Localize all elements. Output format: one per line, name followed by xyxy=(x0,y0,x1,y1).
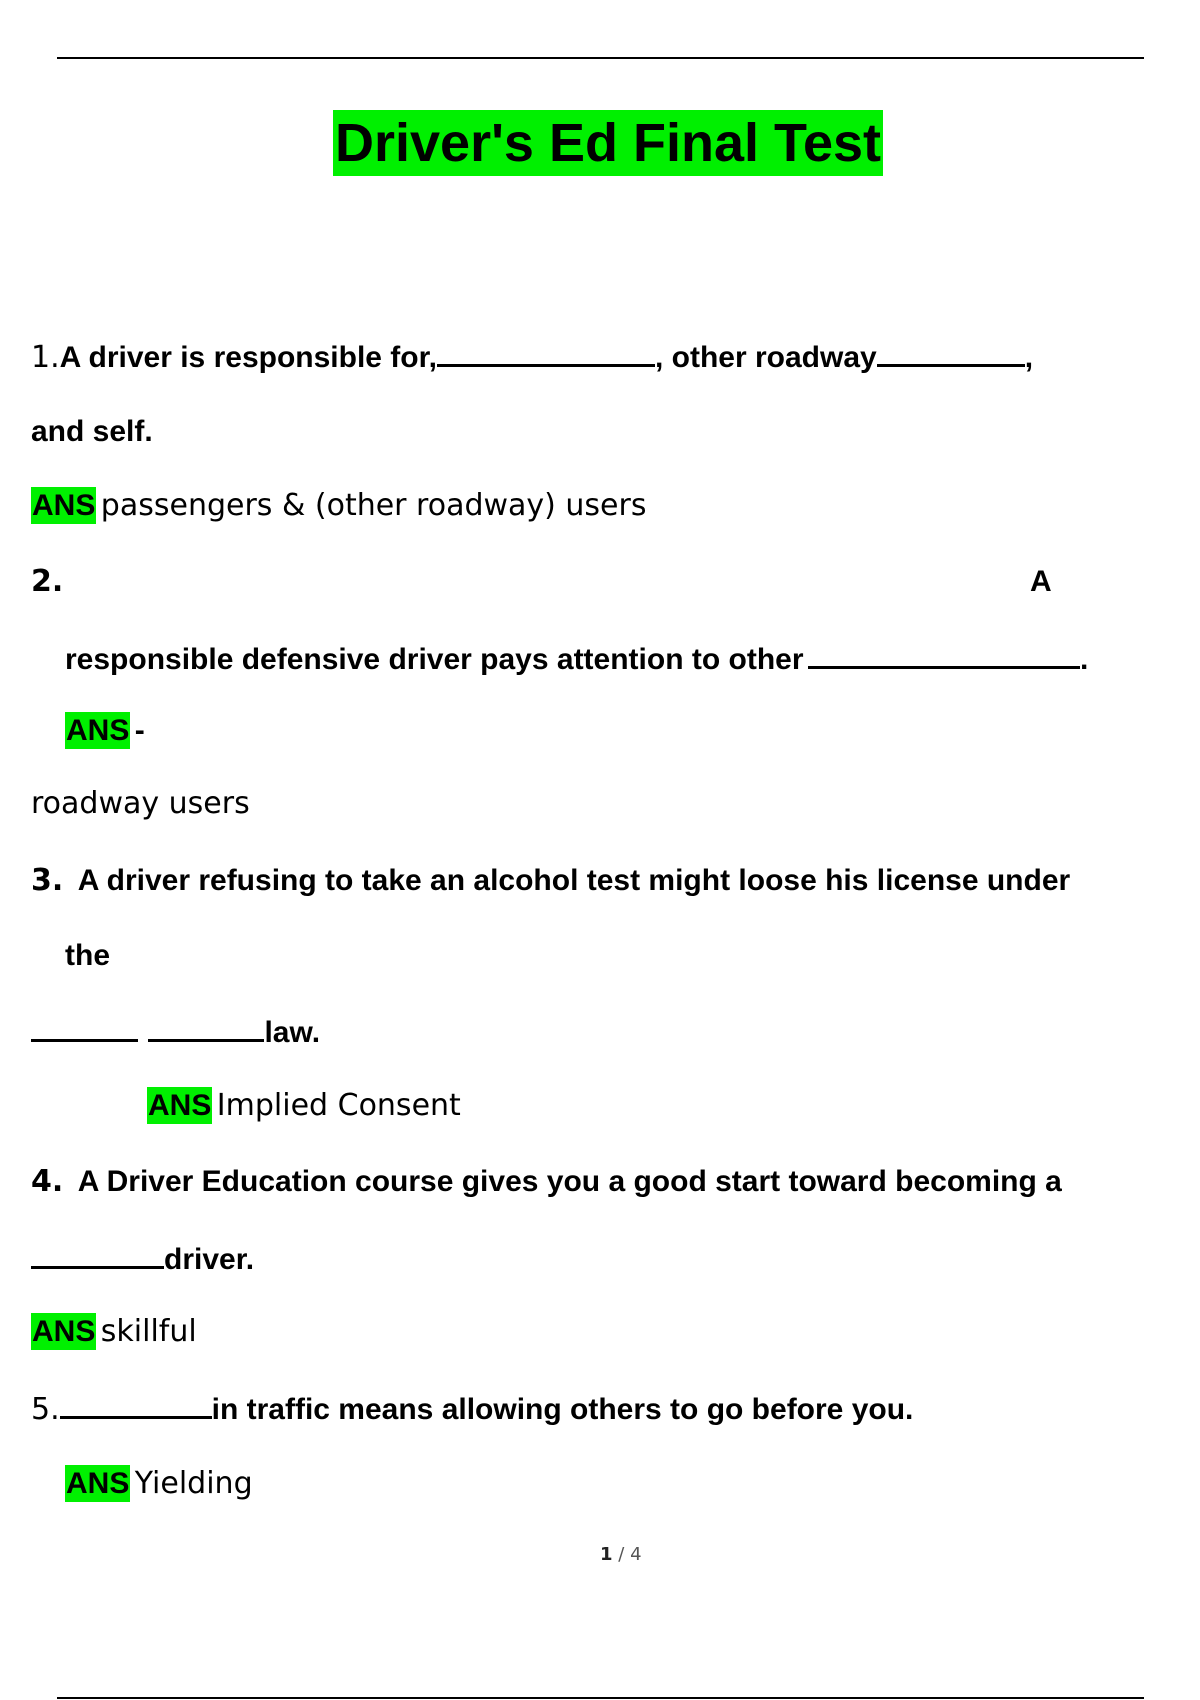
ans-label: ANS xyxy=(66,714,130,747)
question-2 xyxy=(65,640,1088,678)
question-5 xyxy=(31,1390,913,1428)
question-text: A Driver Education course gives you a good start toward becoming a xyxy=(77,1165,1062,1198)
answer-text: passengers & (other roadway) users xyxy=(100,488,647,523)
answer-text: Yielding xyxy=(134,1466,253,1501)
question-text: A xyxy=(1030,565,1052,598)
ans-label: ANS xyxy=(32,1315,96,1348)
answer-5 xyxy=(65,1466,253,1502)
question-number: 1. xyxy=(31,340,60,375)
question-number: 2. xyxy=(31,564,64,599)
page-separator: / xyxy=(618,1544,625,1565)
question-text: responsible defensive driver pays attention to other xyxy=(65,643,804,676)
ans-label: ANS xyxy=(66,1467,130,1500)
top-rule xyxy=(57,57,1144,59)
answer-text: Implied Consent xyxy=(216,1088,461,1123)
page-title: Driver's Ed Final Test xyxy=(333,110,883,176)
question-text: A driver refusing to take an alcohol test might loose his license under xyxy=(77,864,1071,897)
question-1 xyxy=(31,338,1033,376)
answer-blank xyxy=(148,1013,264,1042)
question-3 xyxy=(31,863,1070,899)
question-number: 4. xyxy=(31,1164,64,1199)
question-text: , xyxy=(1024,341,1034,374)
ans-label: ANS xyxy=(148,1089,212,1122)
answer-2 xyxy=(65,713,145,749)
question-text: the xyxy=(65,939,110,972)
answer-blank xyxy=(31,1240,164,1269)
question-text: in traffic means allowing others to go before you. xyxy=(211,1393,914,1426)
question-4 xyxy=(31,1164,1062,1200)
question-text: . xyxy=(1079,643,1089,676)
question-4-blank xyxy=(31,1240,254,1278)
question-text: and self. xyxy=(31,415,153,448)
answer-text: skillful xyxy=(100,1314,197,1349)
answer-text: roadway users xyxy=(31,786,250,821)
answer-blank xyxy=(437,338,655,367)
ans-dash: - xyxy=(134,714,145,747)
answer-1 xyxy=(31,488,646,524)
bottom-rule xyxy=(57,1697,1144,1699)
page-number xyxy=(600,1544,642,1565)
question-3-blanks xyxy=(31,1013,320,1051)
total-pages: 4 xyxy=(630,1544,642,1565)
question-number: 5. xyxy=(31,1392,60,1427)
question-text: , other roadway xyxy=(654,341,877,374)
answer-4 xyxy=(31,1314,197,1350)
answer-blank xyxy=(31,1013,138,1042)
answer-blank xyxy=(60,1390,212,1419)
question-text: law. xyxy=(264,1016,321,1049)
question-text: A driver is responsible for, xyxy=(59,341,437,374)
question-number: 3. xyxy=(31,863,64,898)
current-page: 1 xyxy=(600,1544,613,1565)
answer-blank xyxy=(808,640,1080,669)
ans-label: ANS xyxy=(32,489,96,522)
answer-3 xyxy=(147,1088,461,1124)
question-text: driver. xyxy=(164,1243,255,1276)
answer-blank xyxy=(877,338,1025,367)
